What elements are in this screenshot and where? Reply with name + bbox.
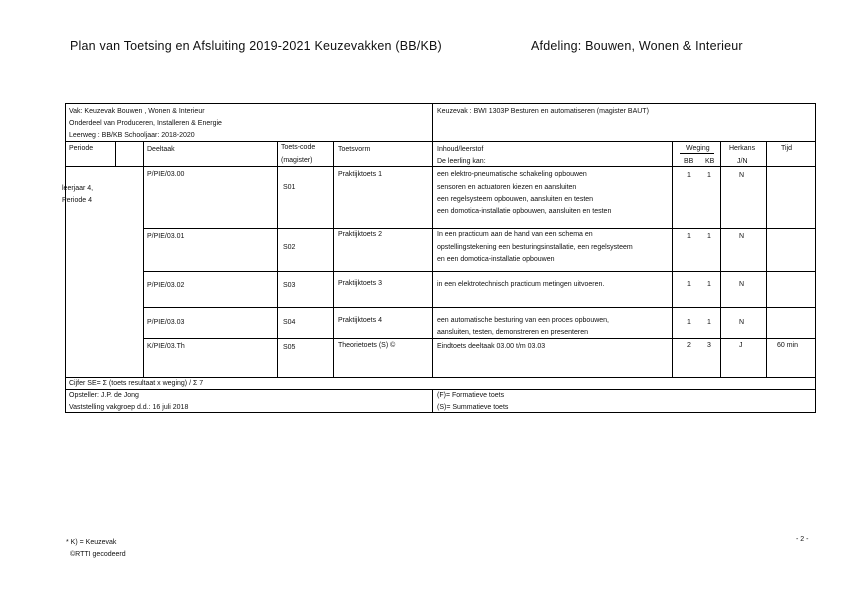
row-deeltaak: P/PIE/03.00: [147, 171, 185, 178]
row-vorm: Praktijktoets 3: [338, 280, 382, 287]
row-inhoud: en een domotica-installatie opbouwen: [437, 256, 555, 263]
col-kb: KB: [705, 158, 715, 165]
row-kb: 3: [707, 342, 711, 349]
col-toetscode-sub: (magister): [281, 157, 313, 164]
row-deeltaak: P/PIE/03.01: [147, 233, 185, 240]
row-vorm: Praktijktoets 1: [338, 171, 382, 178]
row-tijd: 60 min: [777, 342, 799, 349]
row-code: S05: [283, 344, 296, 351]
keuzevak-label: Keuzevak : BWI 1303P Besturen en automatiseren (magister BAUT): [437, 108, 649, 115]
row-code: S04: [283, 319, 296, 326]
row-inhoud: opstellingstekening een besturingsinstallatie, een regelsysteem: [437, 244, 633, 251]
opsteller-label: Opsteller: J.P. de Jong: [69, 392, 139, 399]
row-bb: 1: [687, 172, 691, 179]
row-bb: 1: [687, 281, 691, 288]
page-title: Plan van Toetsing en Afsluiting 2019-2021 Keuzevakken (BB/KB): [70, 39, 442, 53]
col-weging: Weging: [686, 145, 710, 152]
row-kb: 1: [707, 172, 711, 179]
row-herkans: N: [739, 281, 745, 288]
summatief-legend: (S)= Summatieve toets: [437, 404, 509, 411]
row-code: S02: [283, 244, 296, 251]
col-toetsvorm: Toetsvorm: [338, 146, 371, 153]
note-rtti: ©RTTI gecodeerd: [70, 551, 126, 558]
department-title: Afdeling: Bouwen, Wonen & Interieur: [531, 39, 743, 53]
col-herkans-sub: J/N: [737, 158, 748, 165]
col-tijd: Tijd: [781, 145, 793, 152]
col-toetscode: Toets-code: [281, 144, 316, 151]
row-inhoud: aansluiten, testen, demonstreren en presenteren: [437, 329, 588, 336]
row-code: S01: [283, 184, 296, 191]
row-kb: 1: [707, 319, 711, 326]
vak-label: Vak: Keuzevak Bouwen , Wonen & Interieur: [69, 108, 205, 115]
row-bb: 2: [687, 342, 691, 349]
row-inhoud: een regelsysteem opbouwen, aansluiten en testen: [437, 196, 594, 203]
row-deeltaak: P/PIE/03.02: [147, 282, 185, 289]
col-herkans: Herkans: [729, 145, 756, 152]
col-bb: BB: [684, 158, 694, 165]
periode-line-2: Periode 4: [62, 197, 92, 204]
col-periode: Periode: [69, 145, 94, 152]
row-deeltaak: K/PIE/03.Th: [147, 343, 185, 350]
row-inhoud: een domotica-installatie opbouwen, aansluiten en testen: [437, 208, 612, 215]
note-keuzevak: * K) = Keuzevak: [66, 539, 117, 546]
row-vorm: Praktijktoets 4: [338, 317, 382, 324]
row-bb: 1: [687, 319, 691, 326]
vaststelling-label: Vaststelling vakgroep d.d.: 16 juli 2018: [69, 404, 189, 411]
onderdeel-label: Onderdeel van Produceren, Installeren & Energie: [69, 120, 222, 127]
row-inhoud: een elektro-pneumatische schakeling opbouwen: [437, 171, 587, 178]
row-kb: 1: [707, 233, 711, 240]
row-deeltaak: P/PIE/03.03: [147, 319, 185, 326]
leerweg-label: Leerweg : BB/KB Schooljaar: 2018-2020: [69, 132, 195, 139]
formatief-legend: (F)= Formatieve toets: [437, 392, 505, 399]
row-code: S03: [283, 282, 296, 289]
row-inhoud: sensoren en actuatoren kiezen en aansluiten: [437, 184, 577, 191]
cijfer-formula: Cijfer SE= Σ (toets resultaat x weging) / Σ 7: [69, 380, 204, 387]
row-inhoud: in een elektrotechnisch practicum metingen uitvoeren.: [437, 281, 605, 288]
page-number: - 2 -: [796, 536, 809, 543]
row-inhoud: een automatische besturing van een proces opbouwen,: [437, 317, 610, 324]
row-herkans: J: [739, 342, 743, 349]
col-deeltaak: Deeltaak: [147, 146, 175, 153]
row-inhoud: In een practicum aan de hand van een schema en: [437, 231, 593, 238]
periode-line-1: leerjaar 4,: [62, 185, 94, 192]
row-bb: 1: [687, 233, 691, 240]
row-herkans: N: [739, 319, 745, 326]
row-herkans: N: [739, 233, 745, 240]
row-inhoud: Eindtoets deeltaak 03.00 t/m 03.03: [437, 343, 546, 350]
col-inhoud: Inhoud/leerstof: [437, 146, 484, 153]
row-vorm: Theorietoets (S) ©: [338, 342, 396, 349]
col-inhoud-sub: De leerling kan:: [437, 158, 486, 165]
row-herkans: N: [739, 172, 745, 179]
row-vorm: Praktijktoets 2: [338, 231, 382, 238]
row-kb: 1: [707, 281, 711, 288]
